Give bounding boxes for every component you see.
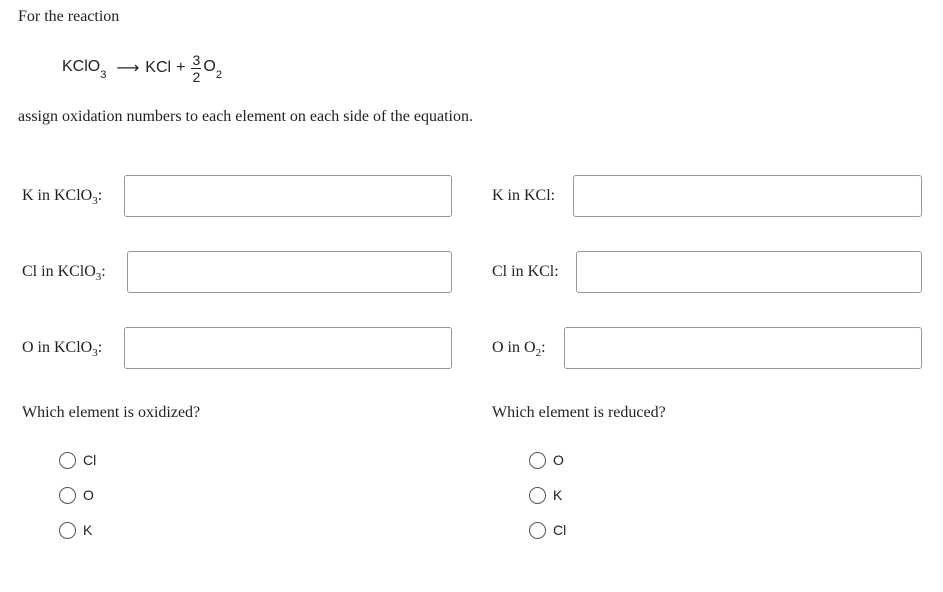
product2-formula: $O_2$ [203,57,222,82]
option-label: Cl [553,522,567,538]
reaction-equation [62,46,222,90]
fraction-denominator: 2 [192,68,201,85]
radio-button[interactable] [529,487,546,504]
plus-sign: + [176,59,186,76]
reactant-formula: KClO$_3$ [62,57,107,82]
oxidized-options [59,449,96,541]
label-k-in-kclo3: K in KClO$_3$: [22,187,103,208]
option-label: K [83,522,93,538]
cl-in-kclo3-input[interactable] [127,251,452,293]
reduced-options [529,449,566,541]
o-in-kclo3-input[interactable] [124,327,452,369]
reduced-option-k[interactable] [529,484,566,506]
label-o-in-o2: O in $O_2$: [492,339,546,360]
option-label: O [83,487,94,503]
oxidized-option-k[interactable] [59,519,96,541]
fraction-numerator: 3 [192,51,201,68]
radio-button[interactable] [529,522,546,539]
reduced-option-cl[interactable] [529,519,566,541]
label-cl-in-kclo3: Cl in KClO$_3$: [22,263,106,284]
intro-text: For the reaction [18,8,120,25]
option-label: O [553,452,564,468]
label-o-in-kclo3: O in KClO$_3$: [22,339,103,360]
reaction-arrow-icon: ⟶ [116,60,140,77]
oxidized-question: Which element is oxidized? [22,404,201,421]
option-label: Cl [83,452,97,468]
radio-button[interactable] [59,487,76,504]
radio-button[interactable] [529,452,546,469]
reduced-question: Which element is reduced? [492,404,666,421]
option-label: K [553,487,563,503]
k-in-kclo3-input[interactable] [124,175,452,217]
label-cl-in-kcl: Cl in KCl: [492,263,559,280]
cl-in-kcl-input[interactable] [576,251,922,293]
product1-formula: KCl [145,59,172,76]
reduced-option-o[interactable] [529,449,566,471]
oxidized-option-o[interactable] [59,484,96,506]
instruction-text: assign oxidation numbers to each element on each side of the equation. [18,108,473,125]
radio-button[interactable] [59,522,76,539]
k-in-kcl-input[interactable] [573,175,922,217]
coefficient-fraction [191,53,201,84]
radio-button[interactable] [59,452,76,469]
o-in-o2-input[interactable] [564,327,922,369]
oxidized-option-cl[interactable] [59,449,96,471]
label-k-in-kcl: K in KCl: [492,187,556,204]
